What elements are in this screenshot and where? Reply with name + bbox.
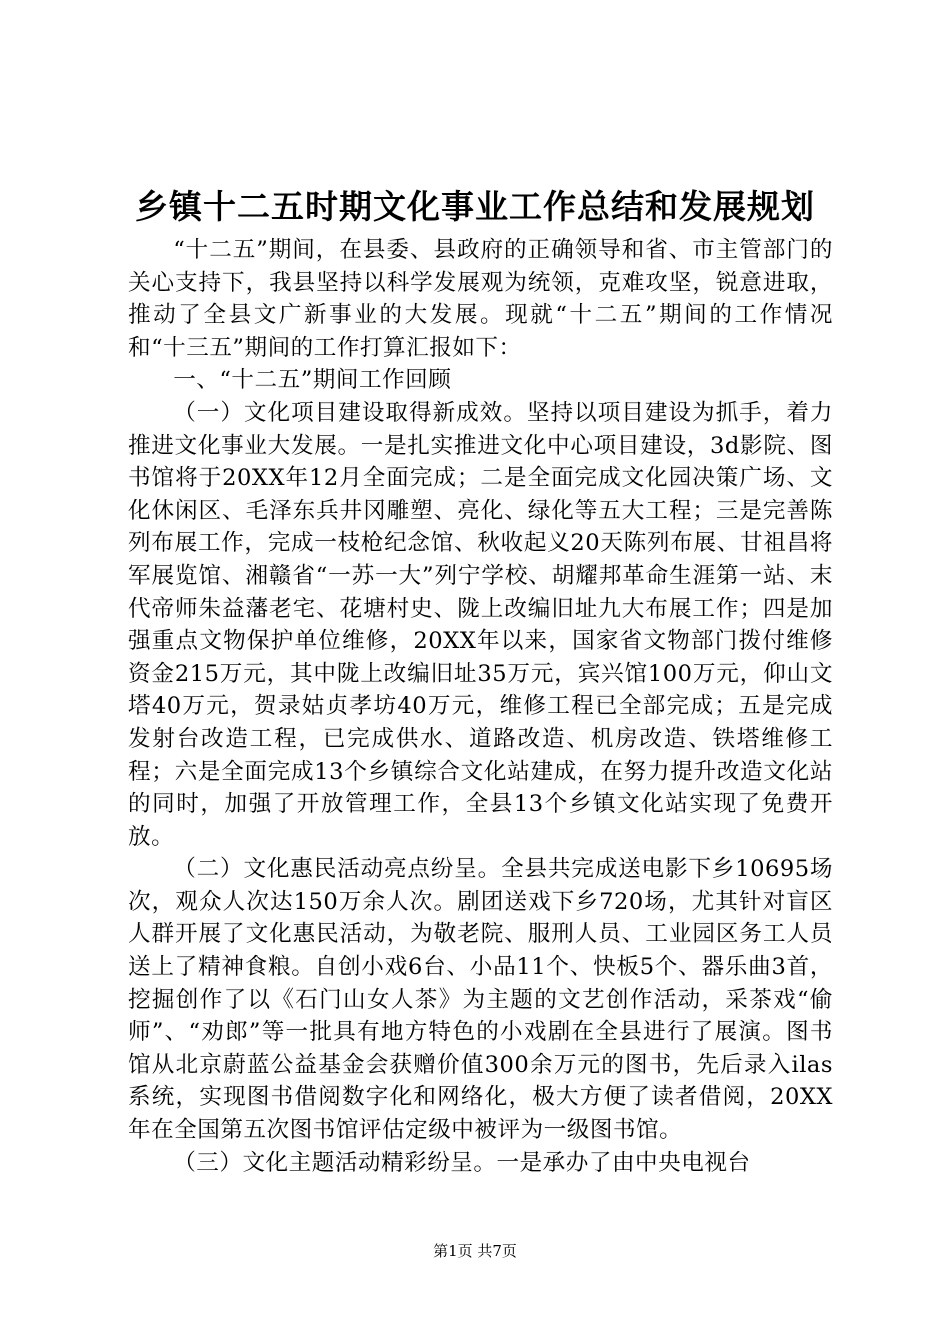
section-1-paragraph: （一）文化项目建设取得新成效。坚持以项目建设为抓手，着力推进文化事业大发展。一是扎实推进文化中心项目建设，3d影院、图书馆将于20XX年12月全面完成；二是全面完成文化园决策广场、文化休闲区、毛泽东兵井冈雕塑、亮化、绿化等五大工程；三是完善陈列布展工作，完成一枝枪纪念馆、秋收起义20天陈列布展、甘祖昌将军展览馆、湘赣省“一苏一大”列宁学校、胡耀邦革命生涯第一站、末代帝师朱益藩老宅、花塘村史、陇上改编旧址九大布展工作；四是加强重点文物保护单位维修，20XX年以来，国家省文物部门拨付维修资金215万元，其中陇上改编旧址35万元，宾兴馆100万元，仰山文塔40万元，贺录姑贞孝坊40万元，维修工程已全部完成；五是完成发射台改造工程，已完成供水、道路改造、机房改造、铁塔维修工程；六是全面完成13个乡镇综合文化站建成，在努力提升改造文化站的同时，加强了开放管理工作，全县13个乡镇文化站实现了免费开放。: [128, 399, 833, 850]
section-3-paragraph: （三）文化主题活动精彩纷呈。一是承办了由中央电视台: [173, 1149, 751, 1176]
document-title: 乡镇十二五时期文化事业工作总结和发展规划: [135, 187, 815, 226]
section-heading: 一、“十二五”期间工作回顾: [173, 367, 452, 394]
page-footer: 第1页 共7页: [433, 1242, 517, 1260]
intro-paragraph: “十二五”期间，在县委、县政府的正确领导和省、市主管部门的关心支持下，我县坚持以科学发展观为统领，克难攻坚，锐意进取，推动了全县文广新事业的大发展。现就“十二五”期间的工作情况和“十三五”期间的工作打算汇报如下：: [128, 237, 833, 361]
section-2-paragraph: （二）文化惠民活动亮点纷呈。全县共完成送电影下乡10695场次，观众人次达150万余人次。剧团送戏下乡720场，尤其针对盲区人群开展了文化惠民活动，为敬老院、服刑人员、工业园区务工人员送上了精神食粮。自创小戏6台、小品11个、快板5个、器乐曲3首，挖掘创作了以《石门山女人茶》为主题的文艺创作活动，采茶戏“偷师”、“劝郎”等一批具有地方特色的小戏剧在全县进行了展演。图书馆从北京蔚蓝公益基金会获赠价值300余万元的图书，先后录入ilas系统，实现图书借阅数字化和网络化，极大方便了读者借阅，20XX年在全国第五次图书馆评估定级中被评为一级图书馆。: [128, 856, 833, 1144]
document-body: [128, 234, 833, 1179]
